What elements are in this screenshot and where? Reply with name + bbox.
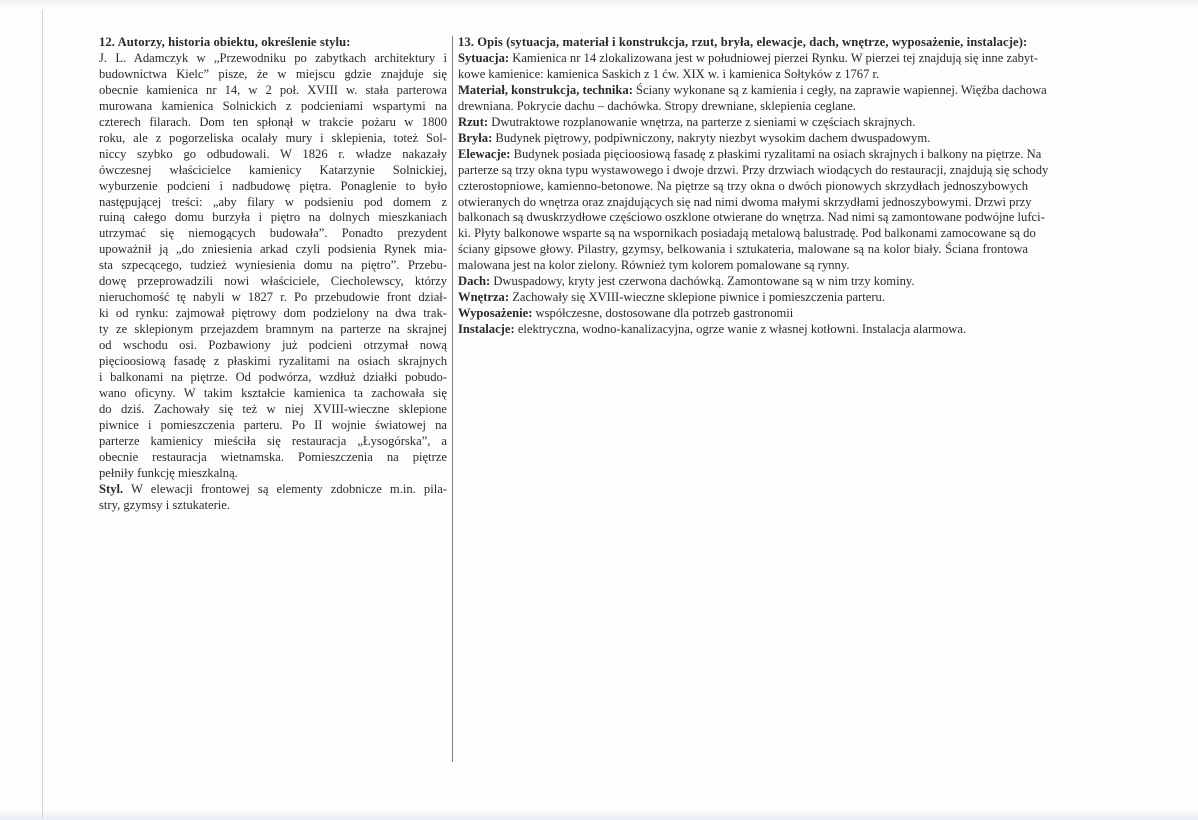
style-paragraph (99, 482, 447, 514)
text-line: drewniana. Pokrycie dachu – dachówka. Stropy drewniane, sklepienia ceglane. (458, 98, 856, 113)
text-line: Budynek piętrowy, podpiwniczony, nakryty niezbyt wysokim dachem dwuspadowym. (492, 130, 931, 145)
text-line: utrzymać się niemogących budowała”. Ponadto prezydent (99, 226, 447, 241)
text-line: pełniły funkcję mieszkalną. (99, 465, 238, 480)
text-line: parterze są trzy okna typu wystawowego i dwoje drzwi. Przy drzwiach wiodących do restauracji, znajdują się schody (458, 162, 1049, 177)
text-line: pięcioosiową fasadę z płaskimi ryzalitami na osiach skrajnych (99, 354, 447, 369)
elevations-paragraph (458, 146, 1049, 275)
floor-plan-label: Rzut: (458, 114, 489, 129)
situation-label: Sytuacja: (458, 50, 510, 65)
text-line: upoważnił ją „do zniesienia arkad czyli podsienia Rynek mia- (99, 242, 447, 257)
text-line: parterze kamienicy mieściła się restauracja „Łysogórska”, a (99, 433, 447, 448)
text-line: i balkonami na piętrze. Od podwórza, wzdłuż działki pobudo- (99, 370, 447, 385)
text-line: Ściany wykonane są z kamienia i cegły, na zaprawie wapiennej. Więźba dachowa (632, 82, 1047, 97)
text-line: Budynek posiada pięcioosiową fasadę z płaskimi ryzalitami na osiach skrajnych i balkony na piętrze. Na (510, 146, 1042, 161)
section-12-authors-history-style (99, 35, 447, 514)
interiors-paragraph (458, 290, 1028, 306)
page-edge-line (42, 10, 43, 818)
text-line: ty ze sklepionym przejazdem bramnym na parterze na skrajnej (99, 322, 447, 337)
massing-label: Bryła: (458, 130, 493, 145)
roof-paragraph (458, 274, 1028, 290)
material-paragraph (458, 82, 1047, 115)
text-line: ruiną całego domu burzyła i piętro na dolnych mieszkaniach (99, 210, 447, 225)
text-line: dowę przeprowadzili nowi właściciele, Ciecholewscy, którzy (99, 274, 447, 289)
massing-paragraph (458, 131, 1028, 147)
text-line: W elewacji frontowej są elementy zdobnicze m.in. pila- (123, 481, 447, 496)
text-line: elektryczna, wodno-kanalizacyjna, ogrze wanie z własnej kotłowni. Instalacja alarmowa. (514, 322, 967, 337)
material-label: Materiał, konstrukcja, technika: (458, 82, 633, 97)
scan-top-shadow (0, 0, 1198, 8)
section-13-description (458, 35, 1049, 338)
text-line: sta szpecącego, tudzież wyniesienia domu na piętro”. Przebu- (99, 258, 447, 273)
column-divider (452, 36, 453, 762)
text-line: murowana kamienica Solnickich z podcieniami wspartymi na (99, 98, 447, 113)
situation-paragraph (458, 50, 1038, 83)
equipment-label: Wyposażenie: (458, 306, 533, 321)
installations-label: Instalacje: (458, 322, 515, 337)
text-line: obecnie restauracja wietnamska. Pomieszczenia na piętrze (99, 449, 447, 464)
text-line: Zachowały się XVIII-wieczne sklepione piwnice i pomieszczenia parteru. (509, 290, 885, 305)
text-line: nieruchomość tę nabyli w 1827 r. Po przebudowie front dział- (99, 290, 447, 305)
section-13-heading: 13. Opis (sytuacja, materiał i konstrukcja, rzut, bryła, elewacje, dach, wnętrze, wyposażenie, instalacje): (458, 35, 1028, 49)
text-line: malowana jest na kolor zielony. Również tym kolorem pomalowane są rynny. (458, 258, 850, 273)
elevations-label: Elewacje: (458, 146, 511, 161)
text-line: Dwuspadowy, kryty jest czerwona dachówką. Zamontowane są w nim trzy kominy. (490, 274, 915, 289)
floor-plan-paragraph (458, 115, 1028, 131)
text-line: kowe kamienice: kamienica Saskich z 1 ćw. XIX w. i kamienica Sołtyków z 1767 r. (458, 66, 880, 81)
text-line: ówczesnej właścicielce kamienicy Katarzynie Solnickiej, (99, 162, 447, 177)
text-line: Kamienica nr 14 zlokalizowana jest w południowej pierzei Rynku. W pierzei tej znajdują się inne zabyt- (509, 50, 1038, 65)
style-label: Styl. (99, 481, 124, 496)
installations-paragraph (458, 322, 1028, 338)
text-line: wano oficyny. W takim kształcie kamienica ta zachowała się (99, 385, 447, 400)
text-line: współczesne, dostosowane dla potrzeb gastronomii (532, 306, 794, 321)
text-line: roku, ale z pogorzeliska ocalały mury i sklepienia, toteż Sol- (99, 130, 447, 145)
text-line: od wschodu osi. Pozbawiony już podcieni otrzymał nową (99, 338, 447, 353)
text-line: J. L. Adamczyk w „Przewodniku po zabytkach architektury i (99, 50, 447, 65)
text-line: piwnice i pomieszczenia parteru. Po II wojnie światowej na (99, 417, 447, 432)
text-line: stry, gzymsy i sztukaterie. (99, 497, 231, 512)
text-line: czterostopniowe, kamienno-betonowe. Na piętrze są trzy okna o dwóch pionowych skrzydłach jednoszybowych (458, 178, 1028, 193)
text-line: wyburzenie podcieni i nadbudowę piętra. Ponaglenie to było (99, 178, 447, 193)
interiors-label: Wnętrza: (458, 290, 510, 305)
text-line: niccy szybko go odbudowali. W 1826 r. władze nakazały (99, 146, 447, 161)
text-line: ki. Płyty balkonowe wsparte są na wspornikach posiadają metalową balustradę. Pod balkonami zamocowane są do (458, 226, 1036, 241)
text-line: otwieranych do wnętrza oraz znajdujących się nad nimi dwoma małymi skrzydłami jednoszybowymi. Drzwi przy (458, 194, 1032, 209)
text-line: Dwutraktowe rozplanowanie wnętrza, na parterze z sieniami w częściach skrajnych. (488, 114, 916, 129)
text-line: obecnie kamienica nr 14, w 2 poł. XVIII w. stała parterowa (99, 82, 447, 97)
text-line: balkonach są dwuskrzydłowe częściowo oszklone otwierane do wnętrza. Nad nimi są zamontowane podwójne lufci- (458, 210, 1045, 225)
roof-label: Dach: (458, 274, 491, 289)
text-line: następującej treści: „aby filary w podsieniu pod domem z (99, 194, 447, 209)
section-12-heading: 12. Autorzy, historia obiektu, określenie stylu: (99, 35, 351, 49)
text-line: do dziś. Zachowały się też w niej XVIII-wieczne sklepione (99, 401, 447, 416)
scan-bottom-shadow (0, 810, 1198, 820)
text-line: ki od rynku: zajmował piętrowy dom podzielony na dwa trak- (99, 306, 447, 321)
equipment-paragraph (458, 306, 1028, 322)
text-line: ściany gipsowe głowy. Pilastry, gzymsy, belkowania i sztukateria, malowane są na kolor biały. Ściana frontowa (458, 242, 1028, 257)
text-line: czterech filarach. Dom ten spłonął w trakcie pożaru w 1800 (99, 114, 447, 129)
history-paragraph (99, 51, 447, 482)
text-line: budownictwa Kielc” pisze, że w miejscu gdzie znajduje się (99, 66, 447, 81)
